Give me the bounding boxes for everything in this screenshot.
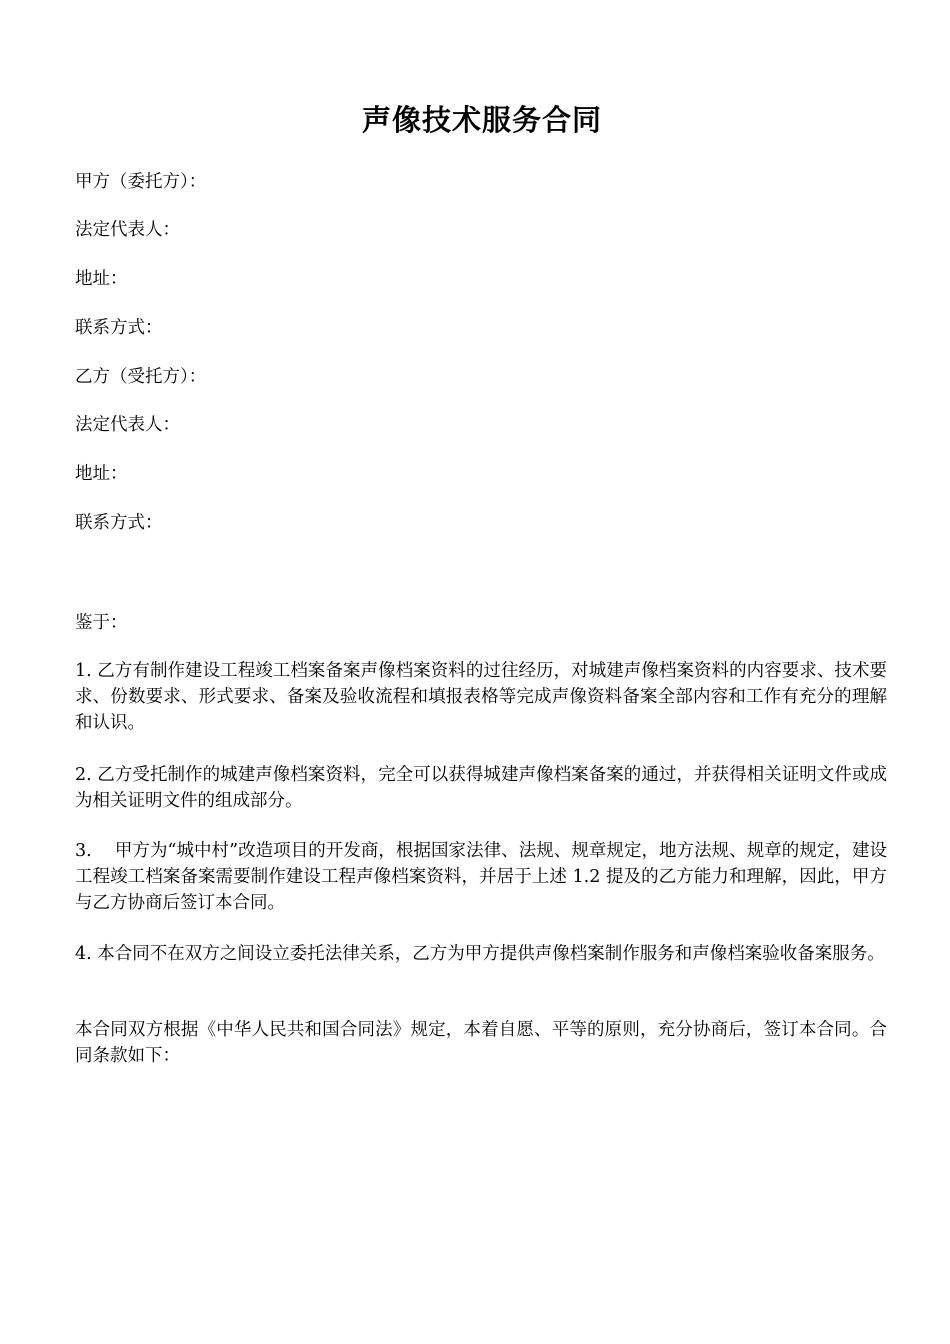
closing-paragraph: 本合同双方根据《中华人民共和国合同法》规定，本着自愿、平等的原则，充分协商后，签订本合同。合同条款如下： bbox=[75, 1020, 887, 1066]
clause-3: 3. 甲方为“城中村”改造项目的开发商，根据国家法律、法规、规章规定，地方法规、规章的规定，建设工程竣工档案备案需要制作建设工程声像档案资料，并居于上述 1.2 提及的乙方能力和理解，因此，甲方与乙方协商后签订本合同。 bbox=[75, 841, 887, 913]
party-a-legal-rep: 法定代表人： bbox=[75, 220, 180, 240]
party-a-address: 地址： bbox=[75, 269, 128, 289]
whereas-heading: 鉴于： bbox=[75, 613, 128, 633]
party-a-label: 甲方（委托方）： bbox=[75, 172, 207, 192]
party-b-address: 地址： bbox=[75, 464, 128, 484]
party-b-contact: 联系方式： bbox=[75, 513, 163, 533]
party-a-contact: 联系方式： bbox=[75, 318, 163, 338]
clause-2: 2. 乙方受托制作的城建声像档案资料，完全可以获得城建声像档案备案的通过，并获得相关证明文件或成为相关证明文件的组成部分。 bbox=[75, 765, 887, 811]
party-b-label: 乙方（受托方）： bbox=[75, 367, 207, 387]
clause-4: 4. 本合同不在双方之间设立委托法律关系，乙方为甲方提供声像档案制作服务和声像档案验收备案服务。 bbox=[75, 944, 885, 964]
clause-1: 1. 乙方有制作建设工程竣工档案备案声像档案资料的过往经历，对城建声像档案资料的内容要求、技术要求、份数要求、形式要求、备案及验收流程和填报表格等完成声像资料备案全部内容和工作有充分的理解和认识。 bbox=[75, 661, 887, 733]
party-b-legal-rep: 法定代表人： bbox=[75, 415, 180, 435]
document-title: 声像技术服务合同 bbox=[361, 103, 602, 137]
